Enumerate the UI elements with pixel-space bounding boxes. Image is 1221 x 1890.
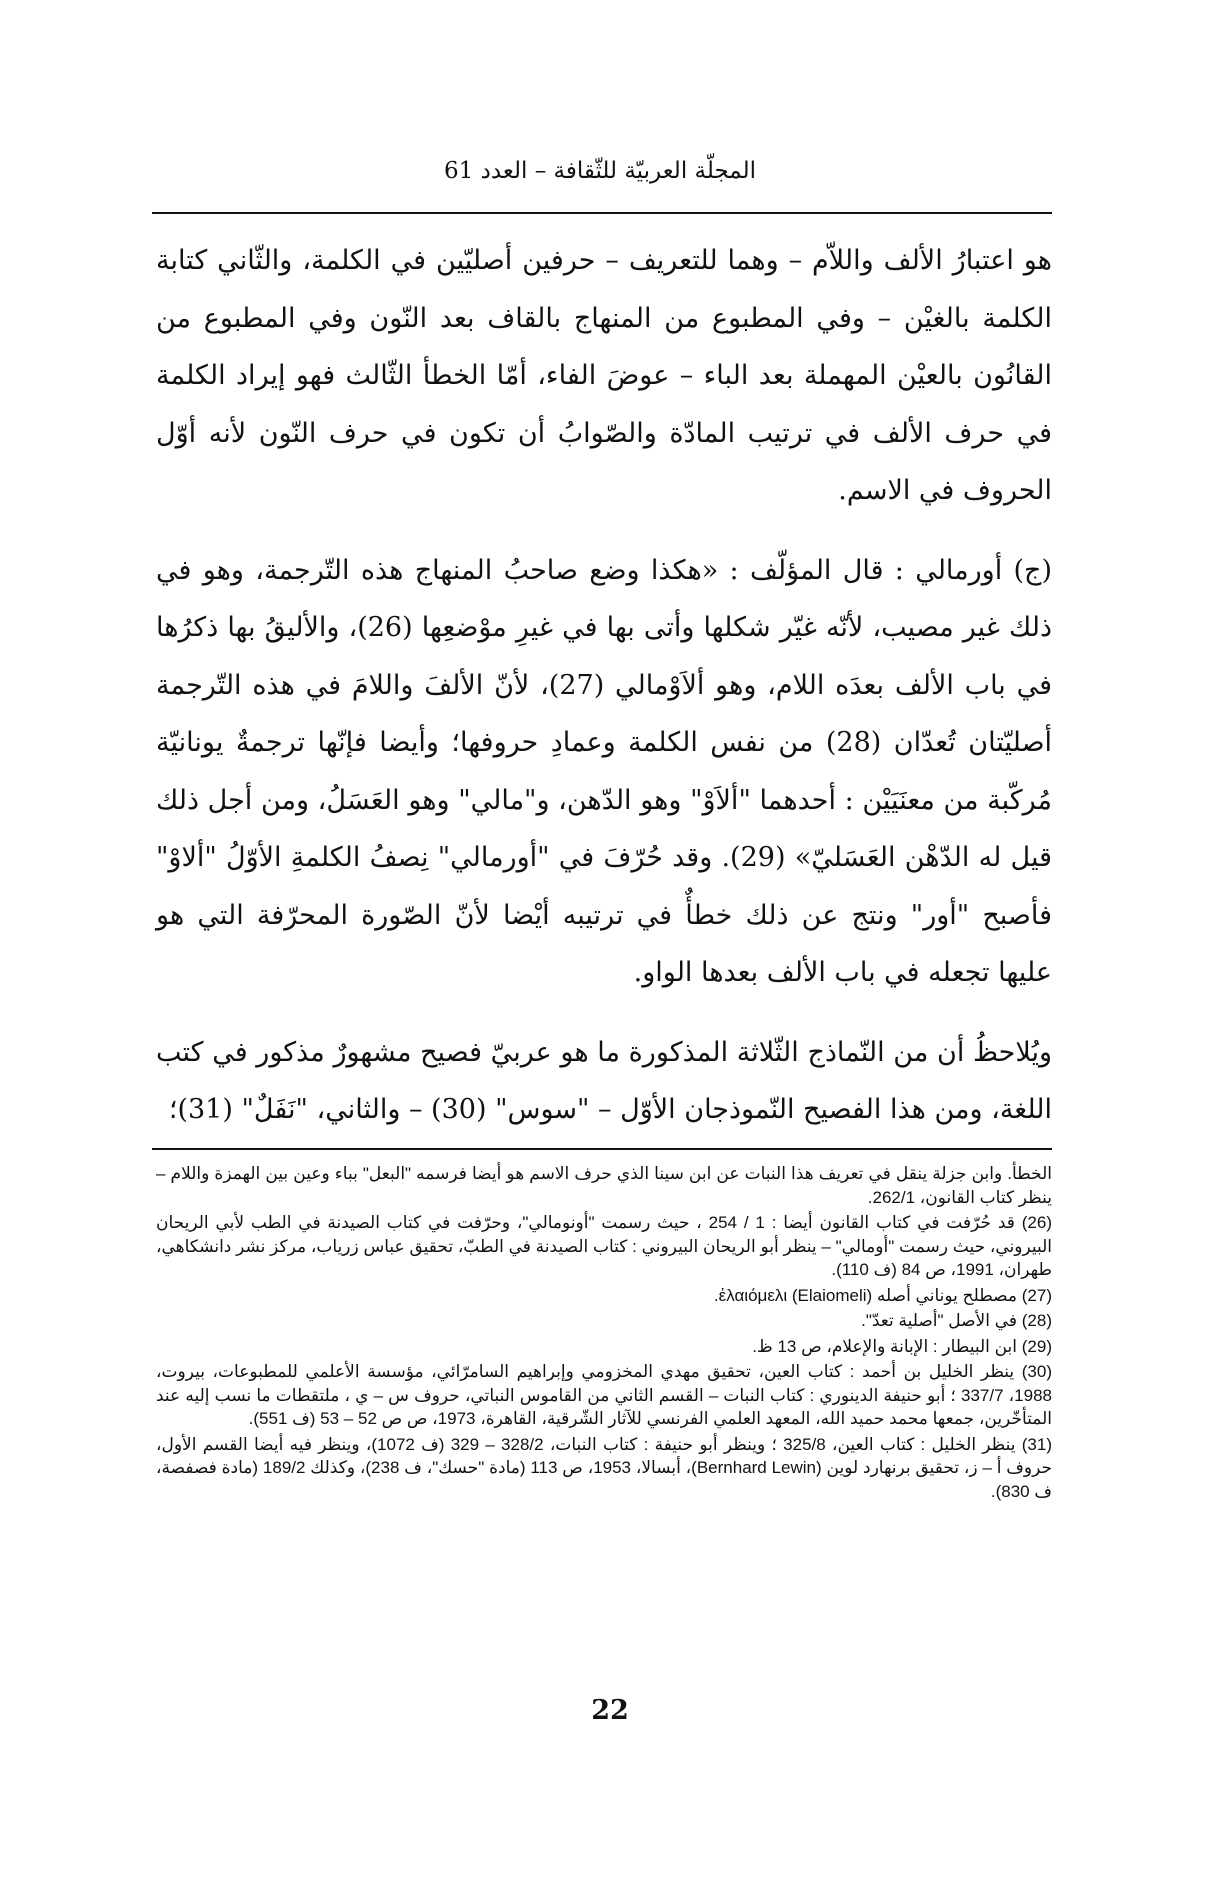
- footnote-number: (28): [1021, 1311, 1052, 1330]
- footnote: [156, 1335, 1052, 1359]
- footnote-number: (29): [1021, 1336, 1052, 1356]
- main-text: [156, 232, 1052, 1139]
- paragraph: هو اعتبارُ الألف واللاّم – وهما للتعريف – حرفين أصليّين في الكلمة، والثّاني كتابة الكلمة بالغيْن – وفي المطبوع من المنهاج بالقاف بعد النّون وفي المطبوع من القانُون بالعيْن المهملة بعد الباء – عوضَ الفاء، أمّا الخطأ الثّالث فهو إيراد الكلمة في حرف الألف في ترتيب المادّة والصّوابُ أن تكون في حرف النّون لأنه أوّل الحروف في الاسم.: [156, 245, 1052, 506]
- paragraph: (ج) أورمالي : قال المؤلّف : «هكذا وضع صاحبُ المنهاج هذه التّرجمة، وهو في ذلك غير مصيب، لأنّه غيّر شكلها وأتى بها في غيرِ موْضعِها (26)، والأليقُ بها ذكرُها في باب الألف بعدَه اللام، وهو ألاَوْمالي (27)، لأنّ الألفَ واللامَ في هذه التّرجمة أصليّتان تُعدّان (28) من نفس الكلمة وعمادِ حروفها؛ وأيضا فإنّها ترجمةٌ يونانيّة مُركّبة من معنَيَيْن : أحدهما "ألاَوْ" وهو الدّهن، و"مالي" وهو العَسَلُ، ومن أجل ذلك قيل له الدّهْن العَسَليّ» (29). وقد حُرّفَ في "أورمالي" نِصفُ الكلمةِ الأوّلُ "ألاوْ" فأصبح "أور" ونتج عن ذلك خطأٌ في ترتيبه أيْضا لأنّ الصّورة المحرّفة التي هو عليها تجعله في باب الألف بعدها الواو.: [156, 554, 1053, 988]
- footnote-text: مصطلح يوناني أصله ἐλαιόμελι (Elaiomeli).: [713, 1285, 1017, 1305]
- paragraph: ويُلاحظُ أن من النّماذج الثّلاثة المذكورة ما هو عربيّ فصيح مشهورٌ مذكور في كتب اللغة، ومن هذا الفصيح النّموذجان الأوّل – "سوس" (30) – والثاني، "نَفَلٌ" (31)؛: [156, 1036, 1052, 1125]
- footnote-text: الخطأ. وابن جزلة ينقل في تعريف هذا النبات عن ابن سينا الذي حرف الاسم هو أيضا فرسمه "البعل" بباء وعين بين الهمزة واللام – ينظر كتاب القانون، 262/1.: [156, 1164, 1052, 1207]
- footnote: [156, 1284, 1052, 1308]
- footnote-number: (31): [1021, 1434, 1053, 1454]
- footnotes: [156, 1162, 1052, 1505]
- footnote-text: قد حُرّفت في كتاب القانون أيضا : 1 / 254 ، حيث رسمت "أونومالي"، وحرّفت في كتاب الصيدنة في الطب لأبي الريحان البيروني، حيث رسمت "أومالي" – ينظر أبو الريحان البيروني : كتاب الصيدنة في الطبّ، تحقيق عباس زرياب، مركز نشر دانشكاهي، طهران، 1991، ص 84 (ف 110).: [156, 1213, 1052, 1279]
- footnote: [156, 1309, 1052, 1333]
- footnote-divider: [152, 1148, 1052, 1150]
- footnote-text: ينظر الخليل بن أحمد : كتاب العين، تحقيق مهدي المخزومي وإبراهيم السامرّائي، مؤسسة الأعلمي للمطبوعات، بيروت، 1988، 337/7 ؛ أبو حنيفة الدينوري : كتاب النبات – القسم الثاني من القاموس النباتي، حروف س – ي ، ملتقطات ما نسب إليه عند المتأخّرين، جمعها محمد حميد الله، المعهد العلمي الفرنسي للآثار الشّرقية، القاهرة، 1973، ص ص 52 – 53 (ف 551).: [156, 1362, 1052, 1428]
- footnote-text: في الأصل "أصلية تعدّ".: [861, 1311, 1017, 1330]
- footnote-text: ابن البيطار : الإبانة والإعلام، ص 13 ظ.: [752, 1336, 1017, 1356]
- running-header: المجلّة العربيّة للثّقافة – العدد 61: [443, 158, 757, 184]
- footnote: [156, 1211, 1052, 1282]
- footnote-text: ينظر الخليل : كتاب العين، 325/8 ؛ وينظر أبو حنيفة : كتاب النبات، 328/2 – 329 (ف 1072)، وينظر فيه أيضا القسم الأول، حروف أ – ز، تحقيق برنهارد لوين (Bernhard Lewin)، أبسالا، 1953، ص 113 (مادة "حسك"، ف 238)، وكذلك 189/2 (مادة فصفصة، ف 830).: [156, 1434, 1053, 1501]
- page-number: 22: [591, 1695, 629, 1726]
- header-divider: [152, 212, 1052, 214]
- footnote: [156, 1360, 1052, 1431]
- footnote-number: (27): [1021, 1285, 1052, 1305]
- footnote-number: (30): [1021, 1362, 1052, 1381]
- footnote: [156, 1433, 1052, 1504]
- footnote: [156, 1162, 1052, 1209]
- footnote-number: (26): [1021, 1213, 1053, 1232]
